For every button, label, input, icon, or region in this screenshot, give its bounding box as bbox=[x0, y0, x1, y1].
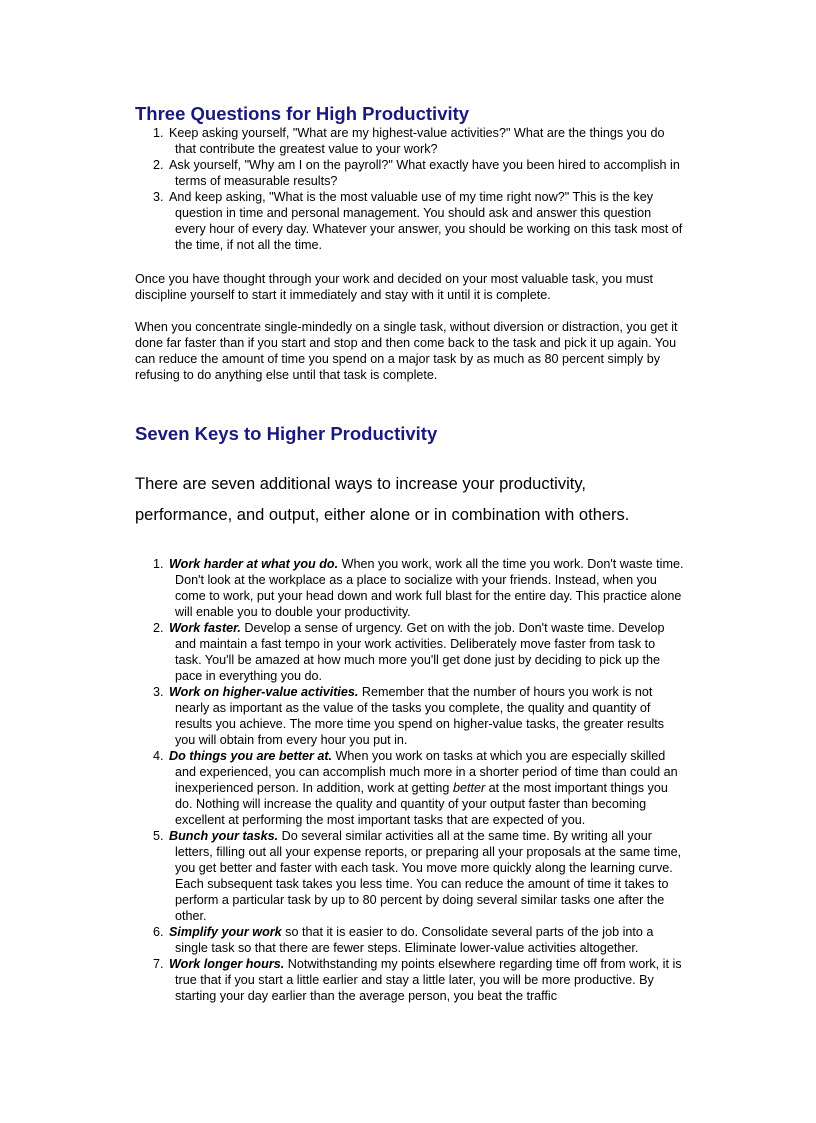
list-item bbox=[135, 924, 685, 956]
key-phrase: Work harder at what you do. bbox=[169, 557, 339, 571]
seven-keys-intro: There are seven additional ways to increase your productivity, performance, and output, either alone or in combination with others. bbox=[135, 475, 630, 524]
key-phrase: Work faster. bbox=[169, 621, 241, 635]
list-item-text: so that it is easier to do. Consolidate several parts of the job into a single task so that there are fewer steps. Eliminate lower-value activities altogether. bbox=[175, 925, 654, 955]
list-number: 4. bbox=[153, 749, 164, 763]
list-number: 1. bbox=[153, 557, 164, 571]
list-number: 1. bbox=[153, 126, 164, 140]
list-item bbox=[135, 556, 685, 620]
list-item-text: Keep asking yourself, "What are my highest-value activities?" What are the things you do that contribute the greatest value to your work? bbox=[169, 126, 665, 156]
list-number: 7. bbox=[153, 957, 164, 971]
list-item bbox=[135, 189, 685, 253]
list-item bbox=[135, 684, 685, 748]
list-item bbox=[135, 748, 685, 828]
key-phrase: Work longer hours. bbox=[169, 957, 285, 971]
list-item-text: Remember that the number of hours you work is not nearly as important as the value of the tasks you complete, the quality and quantity of results you achieve. The more time you spend on higher-value tasks, the greater results you will obtain from every hour you put in. bbox=[175, 685, 665, 747]
list-item bbox=[135, 620, 685, 684]
key-phrase: Work on higher-value activities. bbox=[169, 685, 359, 699]
list-item-text: When you work on tasks at which you are especially skilled and experienced, you can accomplish much more in a shorter period of time than could an inexperienced person. In addition, work at getting bbox=[175, 749, 678, 795]
list-number: 5. bbox=[153, 829, 164, 843]
list-number: 2. bbox=[153, 621, 164, 635]
three-questions-list bbox=[135, 125, 685, 253]
section-heading-seven-keys: Seven Keys to Higher Productivity bbox=[135, 423, 438, 444]
document-page bbox=[135, 103, 685, 1004]
paragraph-concentration: When you concentrate single-mindedly on a single task, without diversion or distraction, you get it done far faster than if you start and stop and then come back to the task and pick it up again. You can reduce the amount of time you spend on a major task by as much as 80 percent simply by refusing to do anything else until that task is complete. bbox=[135, 320, 678, 382]
list-number: 2. bbox=[153, 158, 164, 172]
key-phrase: Bunch your tasks. bbox=[169, 829, 279, 843]
list-item bbox=[135, 956, 685, 1004]
list-item bbox=[135, 828, 685, 924]
list-item-text: Notwithstanding my points elsewhere regarding time off from work, it is true that if you start a little earlier and stay a little later, you will be more productive. By starting your day earlier than the average person, you beat the traffic bbox=[175, 957, 682, 1003]
list-item-text-continued: at the most important things you do. Nothing will increase the quality and quantity of your output faster than becoming excellent at performing the most important tasks that are expected of you. bbox=[175, 781, 668, 827]
list-number: 3. bbox=[153, 190, 164, 204]
paragraph-discipline: Once you have thought through your work and decided on your most valuable task, you must discipline yourself to start it immediately and stay with it until it is complete. bbox=[135, 272, 654, 302]
list-number: 6. bbox=[153, 925, 164, 939]
section-heading-three-questions: Three Questions for High Productivity bbox=[135, 103, 470, 124]
list-item bbox=[135, 125, 685, 157]
list-item-text: When you work, work all the time you work. Don't waste time. Don't look at the workplace as a place to socialize with your friends. Instead, when you come to work, put your head down and work full blast for the entire day. This practice alone will enable you to double your productivity. bbox=[175, 557, 684, 619]
list-item-text: Develop a sense of urgency. Get on with the job. Don't waste time. Develop and maintain a fast tempo in your work activities. Deliberately move faster from task to task. You'll be amazed at how much more you'll get done just by deciding to pick up the pace in everything you do. bbox=[175, 621, 665, 683]
emphasis-word: better bbox=[452, 781, 486, 795]
list-item-text: Do several similar activities all at the same time. By writing all your letters, filling out all your expense reports, or preparing all your proposals at the same time, you get better and faster with each task. You move more quickly along the learning curve. Each subsequent task takes you less time. You can reduce the amount of time it takes to perform a particular task by up to 80 percent by doing several similar tasks one after the other. bbox=[175, 829, 682, 923]
list-item-text: Ask yourself, "Why am I on the payroll?" What exactly have you been hired to accomplish in terms of measurable results? bbox=[169, 158, 680, 188]
seven-keys-list bbox=[135, 556, 685, 1004]
list-item bbox=[135, 157, 685, 189]
key-phrase: Do things you are better at. bbox=[169, 749, 333, 763]
list-item-text: And keep asking, "What is the most valuable use of my time right now?" This is the key question in time and personal management. You should ask and answer this question every hour of every day. Whatever your answer, you should be working on this task most of the time, if not all the time. bbox=[169, 190, 683, 252]
list-number: 3. bbox=[153, 685, 164, 699]
key-phrase: Simplify your work bbox=[169, 925, 282, 939]
